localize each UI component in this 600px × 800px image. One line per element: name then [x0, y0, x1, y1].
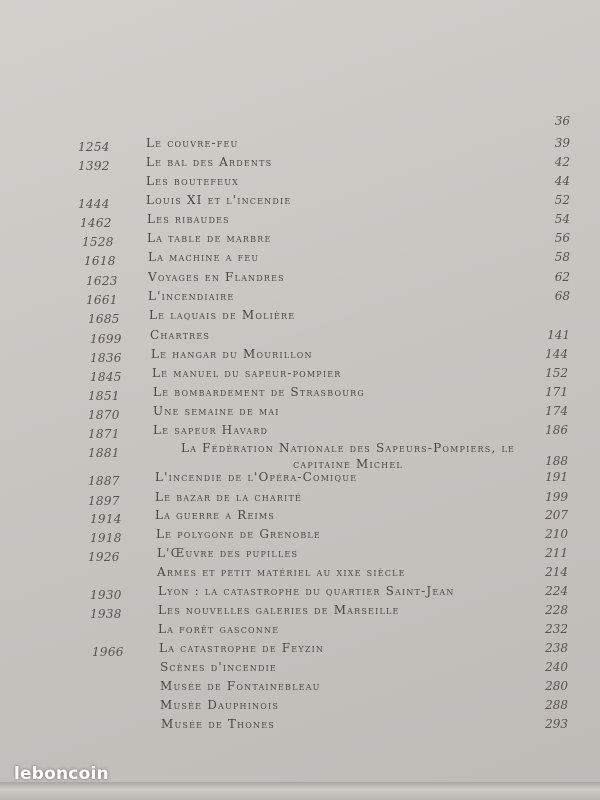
entry-page-number: 238 [545, 641, 568, 655]
entry-page-number: 280 [545, 679, 568, 693]
first-page-number: 36 [554, 114, 570, 128]
entry-year: 1699 [90, 332, 122, 346]
list-item [0, 717, 600, 737]
entry-title: Le polygone de Grenoble [156, 527, 321, 541]
list-item [0, 231, 600, 251]
entry-page-number: 152 [545, 366, 568, 380]
entry-page-number: 210 [545, 527, 568, 541]
entry-title: Le bazar de la charité [155, 490, 303, 504]
entry-title: La Fédération Nationale des Sapeurs-Pompiers, le capitaine Michel [180, 441, 515, 471]
list-item [0, 347, 600, 367]
list-item [0, 270, 600, 290]
entry-title: Une semaine de mai [153, 404, 280, 418]
list-item [0, 404, 600, 424]
entry-year: 1918 [90, 531, 122, 545]
entry-title: Armes et petit matériel au xixe siècle [157, 565, 406, 579]
entry-page-number: 207 [545, 508, 568, 522]
page-edge [0, 782, 600, 800]
entry-year: 1528 [82, 235, 114, 249]
entry-year: 1966 [92, 645, 124, 659]
entry-page-number: 68 [554, 289, 570, 303]
list-item [0, 508, 600, 528]
entry-page-number: 62 [554, 270, 570, 284]
list-item [0, 698, 600, 718]
list-item [0, 622, 600, 642]
entry-page-number: 191 [545, 470, 568, 484]
entry-title: Lyon : la catastrophe du quartier Saint-Jean [158, 584, 455, 598]
entry-title: Le bombardement de Strasbourg [153, 385, 365, 399]
entry-page-number: 188 [545, 454, 568, 468]
entry-page-number: 288 [545, 698, 568, 712]
entry-title: Musée de Fontainebleau [160, 679, 321, 693]
list-item [0, 385, 600, 405]
list-item [0, 546, 600, 566]
list-item [0, 174, 600, 194]
entry-page-number: 58 [554, 250, 570, 264]
entry-title: Musée Dauphinois [160, 698, 280, 712]
entry-title: Le laquais de Molière [149, 308, 296, 322]
entry-page-number: 293 [545, 717, 568, 731]
leboncoin-watermark: leboncoin [14, 764, 109, 784]
entry-year: 1661 [86, 293, 118, 307]
list-item [0, 289, 600, 309]
entry-year: 1685 [88, 312, 120, 326]
list-item [0, 136, 600, 156]
list-item [0, 679, 600, 699]
entry-page-number: 141 [547, 328, 570, 342]
entry-page-number: 186 [545, 423, 568, 437]
entry-year: 1392 [78, 159, 110, 173]
entry-year: 1914 [90, 512, 122, 526]
entry-page-number: 174 [545, 404, 568, 418]
entry-page-number: 144 [545, 347, 568, 361]
entry-title: Louis XI et l'incendie [146, 193, 292, 207]
entry-title: Les ribaudes [147, 212, 230, 226]
list-item [0, 193, 600, 213]
list-item [0, 155, 600, 175]
entry-title: Le sapeur Havard [153, 423, 269, 437]
entry-year: 1881 [88, 446, 120, 460]
entry-year: 1836 [90, 351, 122, 365]
entry-year: 1926 [88, 550, 120, 564]
entry-year: 1938 [90, 607, 122, 621]
list-item [0, 584, 600, 604]
list-item [0, 641, 600, 661]
list-item [0, 328, 600, 348]
list-item [0, 470, 600, 490]
entry-title: Le bal des Ardents [146, 155, 273, 169]
entry-year: 1623 [86, 274, 118, 288]
entry-title: Musée de Thones [161, 717, 275, 731]
entry-year: 1845 [90, 370, 122, 384]
entry-year: 1870 [88, 408, 120, 422]
list-item [0, 565, 600, 585]
entry-page-number: 171 [545, 385, 568, 399]
entry-page-number: 199 [545, 490, 568, 504]
entry-page-number: 228 [545, 603, 568, 617]
entry-title: La catastrophe de Feyzin [159, 641, 325, 655]
entry-title: L'incendiaire [148, 289, 235, 303]
entry-year: 1930 [90, 588, 122, 602]
entry-year: 1618 [84, 254, 116, 268]
list-item [0, 527, 600, 547]
entry-title: Le couvre-feu [146, 136, 239, 150]
entry-page-number: 224 [545, 584, 568, 598]
entry-page-number: 54 [554, 212, 570, 226]
entry-title: Le manuel du sapeur-pompier [152, 366, 342, 380]
entry-year: 1444 [78, 197, 110, 211]
entry-title: Le hangar du Mourillon [151, 347, 313, 361]
entry-page-number: 56 [554, 231, 570, 245]
entry-page-number: 44 [554, 174, 570, 188]
list-item [0, 308, 600, 328]
entry-title: Voyages en Flandres [148, 270, 285, 284]
list-item [0, 660, 600, 680]
entry-title: Chartres [150, 328, 211, 342]
entry-page-number: 39 [554, 136, 570, 150]
entry-year: 1851 [88, 389, 120, 403]
entry-year: 1887 [88, 474, 120, 488]
entry-year: 1254 [78, 140, 110, 154]
entry-year: 1462 [80, 216, 112, 230]
entry-page-number: 240 [545, 660, 568, 674]
list-item [0, 250, 600, 270]
list-item [0, 441, 600, 471]
entry-page-number: 42 [554, 155, 570, 169]
entry-page-number: 214 [545, 565, 568, 579]
entry-title: Les boutefeux [146, 174, 240, 188]
entry-year: 1871 [88, 427, 120, 441]
entry-title: Scènes d'incendie [160, 660, 277, 674]
entry-title: L'incendie de l'Opéra-Comique [155, 470, 358, 484]
entry-page-number: 232 [545, 622, 568, 636]
entry-page-number: 211 [545, 546, 568, 560]
list-item [0, 366, 600, 386]
entry-title: La machine a feu [148, 250, 260, 264]
entry-title: La guerre a Reims [155, 508, 275, 522]
entry-page-number: 52 [554, 193, 570, 207]
list-item [0, 603, 600, 623]
entry-title: La table de marbre [147, 231, 272, 245]
entry-title: L'Œuvre des pupilles [157, 546, 299, 560]
list-item [0, 490, 600, 510]
entry-title: La forêt gasconne [158, 622, 280, 636]
entry-title: Les nouvelles galeries de Marseille [158, 603, 400, 617]
entry-year: 1897 [88, 494, 120, 508]
list-item [0, 212, 600, 232]
